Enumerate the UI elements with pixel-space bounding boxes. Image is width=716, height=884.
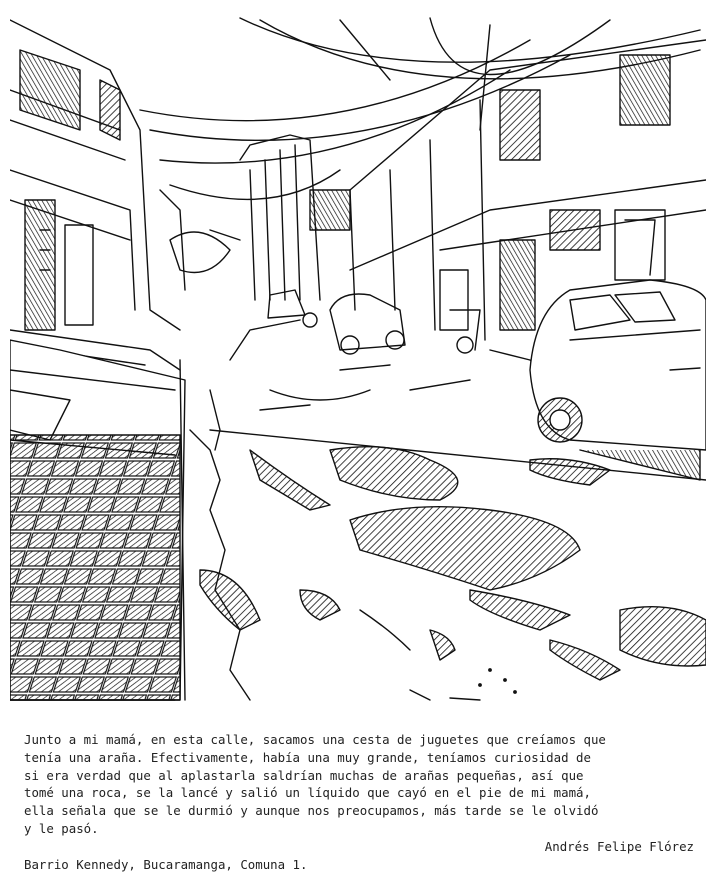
location-line: Barrio Kennedy, Bucaramanga, Comuna 1. bbox=[24, 857, 308, 872]
story-text: Junto a mi mamá, en esta calle, sacamos una cesta de juguetes que creíamos que tenía una araña. Efectivamente, había una muy grande, teníamos curiosidad de si era verdad que al aplastarla saldrían muchas de arañas pequeñas, así que tomé una roca, se la lancé y salió un líquido que cayó en el pie de mi mamá, ella señala que se le durmió y aunque nos preocupamos, más tarde se le olvidó y le pasó. bbox=[24, 732, 606, 836]
street-illustration bbox=[10, 10, 706, 706]
power-lines bbox=[140, 18, 700, 199]
sidewalk bbox=[10, 340, 185, 700]
distant-buildings bbox=[160, 135, 350, 300]
parked-car bbox=[530, 280, 706, 480]
left-building bbox=[10, 20, 180, 370]
curb-rubble bbox=[180, 360, 260, 700]
author-name: Andrés Felipe Flórez bbox=[544, 839, 694, 854]
